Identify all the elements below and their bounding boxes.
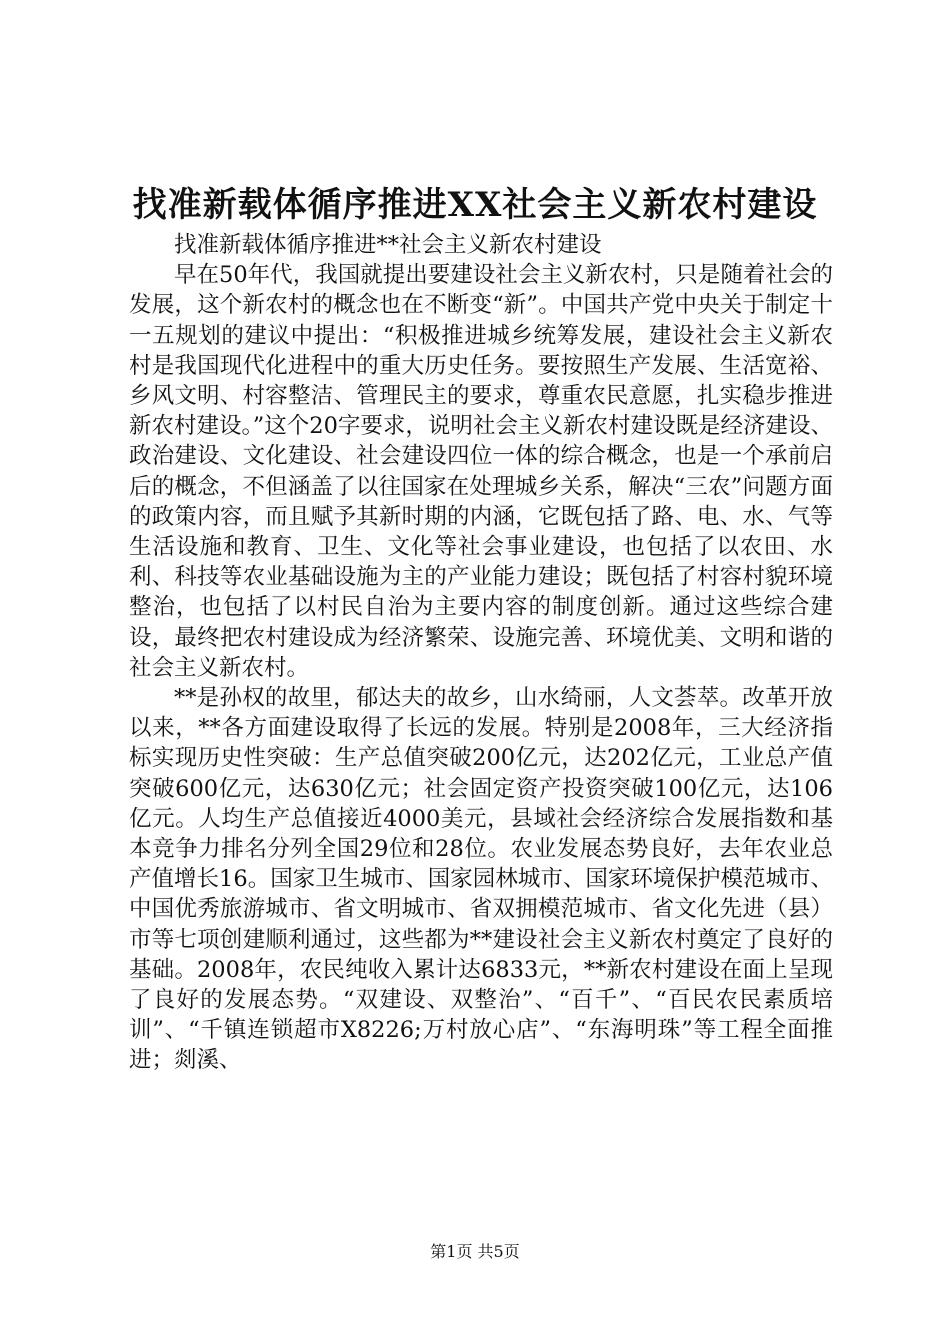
page-number-footer: 第1页 共5页	[430, 1242, 520, 1261]
document-body	[129, 230, 833, 1076]
body-paragraph: **是孙权的故里，郁达夫的故乡，山水绮丽，人文荟萃。改革开放以来，**各方面建设取得了长远的发展。特别是2008年，三大经济指标实现历史性突破：生产总值突破200亿元，达202亿元，工业总产值突破600亿元，达630亿元；社会固定资产投资突破100亿元，达106亿元。人均生产总值接近4000美元，县域社会经济综合发展指数和基本竞争力排名分列全国29位和28位。农业发展态势良好，去年农业总产值增长16。国家卫生城市、国家园林城市、国家环境保护模范城市、中国优秀旅游城市、省文明城市、省双拥模范城市、省文化先进（县）市等七项创建顺利通过，这些都为**建设社会主义新农村奠定了良好的基础。2008年，农民纯收入累计达6833元，**新农村建设在面上呈现了良好的发展态势。“双建设、双整治”、“百千”、“百民农民素质培训”、“千镇连锁超市X8226;万村放心店”、“东海明珠”等工程全面推进；剡溪、	[129, 685, 833, 1074]
subtitle-paragraph: 找准新载体循序推进**社会主义新农村建设	[174, 232, 602, 258]
body-paragraph: 早在50年代，我国就提出要建设社会主义新农村，只是随着社会的发展，这个新农村的概念也在不断变“新”。中国共产党中央关于制定十一五规划的建议中提出：“积极推进城乡统筹发展，建设社会主义新农村是我国现代化进程中的重大历史任务。要按照生产发展、生活宽裕、乡风文明、村容整洁、管理民主的要求，尊重农民意愿，扎实稳步推进新农村建设。”这个20字要求，说明社会主义新农村建设既是经济建设、政治建设、文化建设、社会建设四位一体的综合概念，也是一个承前启后的概念，不但涵盖了以往国家在处理城乡关系，解决“三农”问题方面的政策内容，而且赋予其新时期的内涵，它既包括了路、电、水、气等生活设施和教育、卫生、文化等社会事业建设，也包括了以农田、水利、科技等农业基础设施为主的产业能力建设；既包括了村容村貌环境整治，也包括了以村民自治为主要内容的制度创新。通过这些综合建设，最终把农村建设成为经济繁荣、设施完善、环境优美、文明和谐的社会主义新农村。	[129, 262, 833, 681]
document-title: 找准新载体循序推进XX社会主义新农村建设	[132, 185, 818, 225]
